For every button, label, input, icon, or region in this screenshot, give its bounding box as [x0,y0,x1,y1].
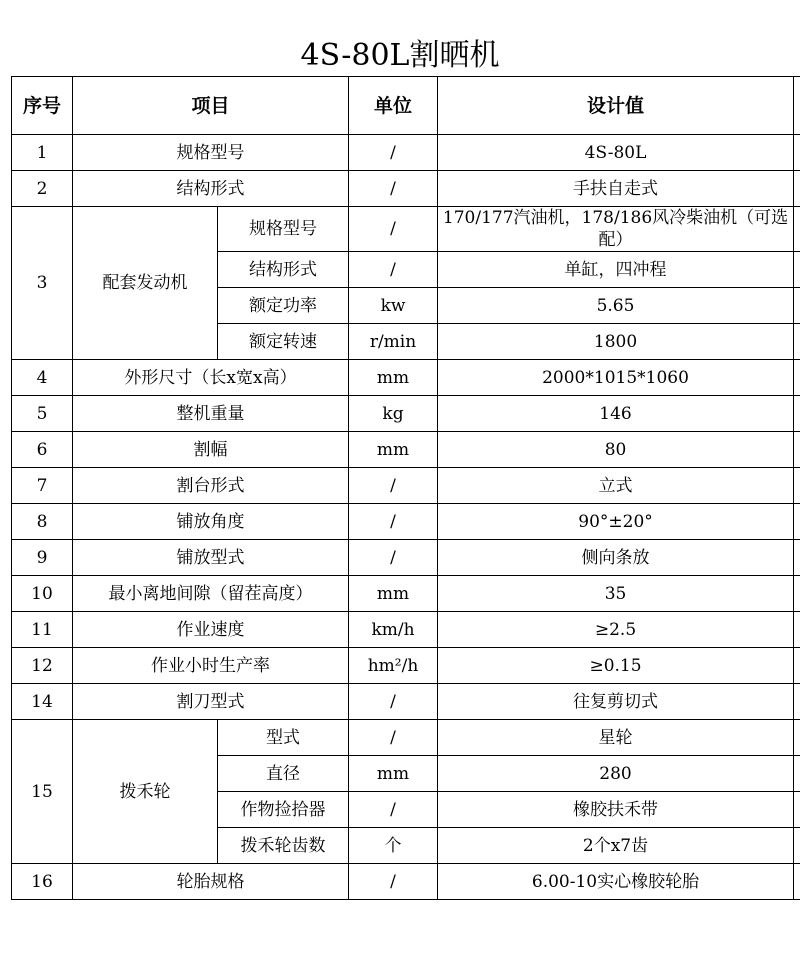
unit-cell: mm [349,576,438,612]
edge-cell [794,288,800,324]
edge-cell [794,468,800,504]
unit-cell: / [349,540,438,576]
unit-cell: r/min [349,324,438,360]
unit-cell: kg [349,396,438,432]
value-cell: 35 [438,576,794,612]
edge-cell [794,540,800,576]
seq-cell: 2 [12,171,73,207]
edge-cell [794,828,800,864]
value-cell: 4S-80L [438,135,794,171]
unit-cell: / [349,684,438,720]
value-cell: ≥2.5 [438,612,794,648]
unit-cell: / [349,792,438,828]
edge-cell [794,360,800,396]
group-cell: 拨禾轮 [73,720,218,864]
edge-cell [794,324,800,360]
unit-cell: mm [349,432,438,468]
item-cell: 整机重量 [73,396,349,432]
item-cell: 铺放角度 [73,504,349,540]
edge-cell [794,432,800,468]
spec-table [11,76,800,900]
header-unit: 单位 [349,77,438,135]
value-cell: 立式 [438,468,794,504]
table-header-row [12,77,800,135]
value-cell: ≥0.15 [438,648,794,684]
table-row [12,432,800,468]
group-cell: 配套发动机 [73,207,218,360]
header-item: 项目 [73,77,349,135]
header-seq: 序号 [12,77,73,135]
table-row [12,207,800,252]
value-cell: 星轮 [438,720,794,756]
subitem-cell: 作物捡拾器 [218,792,349,828]
seq-cell: 12 [12,648,73,684]
edge-cell [794,504,800,540]
edge-cell [794,720,800,756]
item-cell: 割刀型式 [73,684,349,720]
item-cell: 规格型号 [73,135,349,171]
subitem-cell: 直径 [218,756,349,792]
table-row [12,648,800,684]
subitem-cell: 结构形式 [218,252,349,288]
edge-cell [794,135,800,171]
item-cell: 轮胎规格 [73,864,349,900]
item-cell: 外形尺寸（长x宽x高） [73,360,349,396]
seq-cell: 3 [12,207,73,360]
edge-cell [794,612,800,648]
unit-cell: mm [349,360,438,396]
value-cell: 90°±20° [438,504,794,540]
edge-cell [794,576,800,612]
edge-cell [794,648,800,684]
page-title: 4S-80L割晒机 [300,38,500,73]
table-row [12,684,800,720]
value-cell: 80 [438,432,794,468]
item-cell: 铺放型式 [73,540,349,576]
value-cell: 170/177汽油机，178/186风冷柴油机（可选配） [438,207,794,252]
item-cell: 作业小时生产率 [73,648,349,684]
value-cell: 往复剪切式 [438,684,794,720]
value-cell: 6.00-10实心橡胶轮胎 [438,864,794,900]
table-row [12,360,800,396]
subitem-cell: 规格型号 [218,207,349,252]
unit-cell: 个 [349,828,438,864]
table-row [12,612,800,648]
seq-cell: 5 [12,396,73,432]
unit-cell: / [349,864,438,900]
header-value: 设计值 [438,77,794,135]
edge-cell [794,864,800,900]
seq-cell: 9 [12,540,73,576]
edge-cell [794,171,800,207]
item-cell: 最小离地间隙（留茬高度） [73,576,349,612]
value-cell: 2000*1015*1060 [438,360,794,396]
value-cell: 手扶自走式 [438,171,794,207]
subitem-cell: 拨禾轮齿数 [218,828,349,864]
unit-cell: mm [349,756,438,792]
unit-cell: / [349,171,438,207]
edge-cell [794,684,800,720]
unit-cell: hm²/h [349,648,438,684]
seq-cell: 7 [12,468,73,504]
edge-cell [794,792,800,828]
seq-cell: 1 [12,135,73,171]
subitem-cell: 额定功率 [218,288,349,324]
seq-cell: 8 [12,504,73,540]
table-row [12,864,800,900]
seq-cell: 4 [12,360,73,396]
value-cell: 2个x7齿 [438,828,794,864]
table-row [12,468,800,504]
edge-cell [794,207,800,252]
table-row [12,720,800,756]
seq-cell: 14 [12,684,73,720]
value-cell: 侧向条放 [438,540,794,576]
subitem-cell: 型式 [218,720,349,756]
header-edge [794,77,800,135]
unit-cell: / [349,504,438,540]
table-row [12,171,800,207]
value-cell: 5.65 [438,288,794,324]
seq-cell: 16 [12,864,73,900]
table-row [12,540,800,576]
subitem-cell: 额定转速 [218,324,349,360]
table-row [12,576,800,612]
item-cell: 作业速度 [73,612,349,648]
item-cell: 割幅 [73,432,349,468]
value-cell: 单缸，四冲程 [438,252,794,288]
value-cell: 1800 [438,324,794,360]
table-row [12,504,800,540]
value-cell: 280 [438,756,794,792]
edge-cell [794,396,800,432]
unit-cell: / [349,720,438,756]
seq-cell: 6 [12,432,73,468]
unit-cell: / [349,207,438,252]
value-cell: 146 [438,396,794,432]
unit-cell: / [349,252,438,288]
edge-cell [794,252,800,288]
unit-cell: / [349,468,438,504]
unit-cell: / [349,135,438,171]
item-cell: 割台形式 [73,468,349,504]
edge-cell [794,756,800,792]
seq-cell: 15 [12,720,73,864]
value-cell: 橡胶扶禾带 [438,792,794,828]
table-row [12,396,800,432]
unit-cell: kw [349,288,438,324]
unit-cell: km/h [349,612,438,648]
item-cell: 结构形式 [73,171,349,207]
table-row [12,135,800,171]
seq-cell: 10 [12,576,73,612]
seq-cell: 11 [12,612,73,648]
